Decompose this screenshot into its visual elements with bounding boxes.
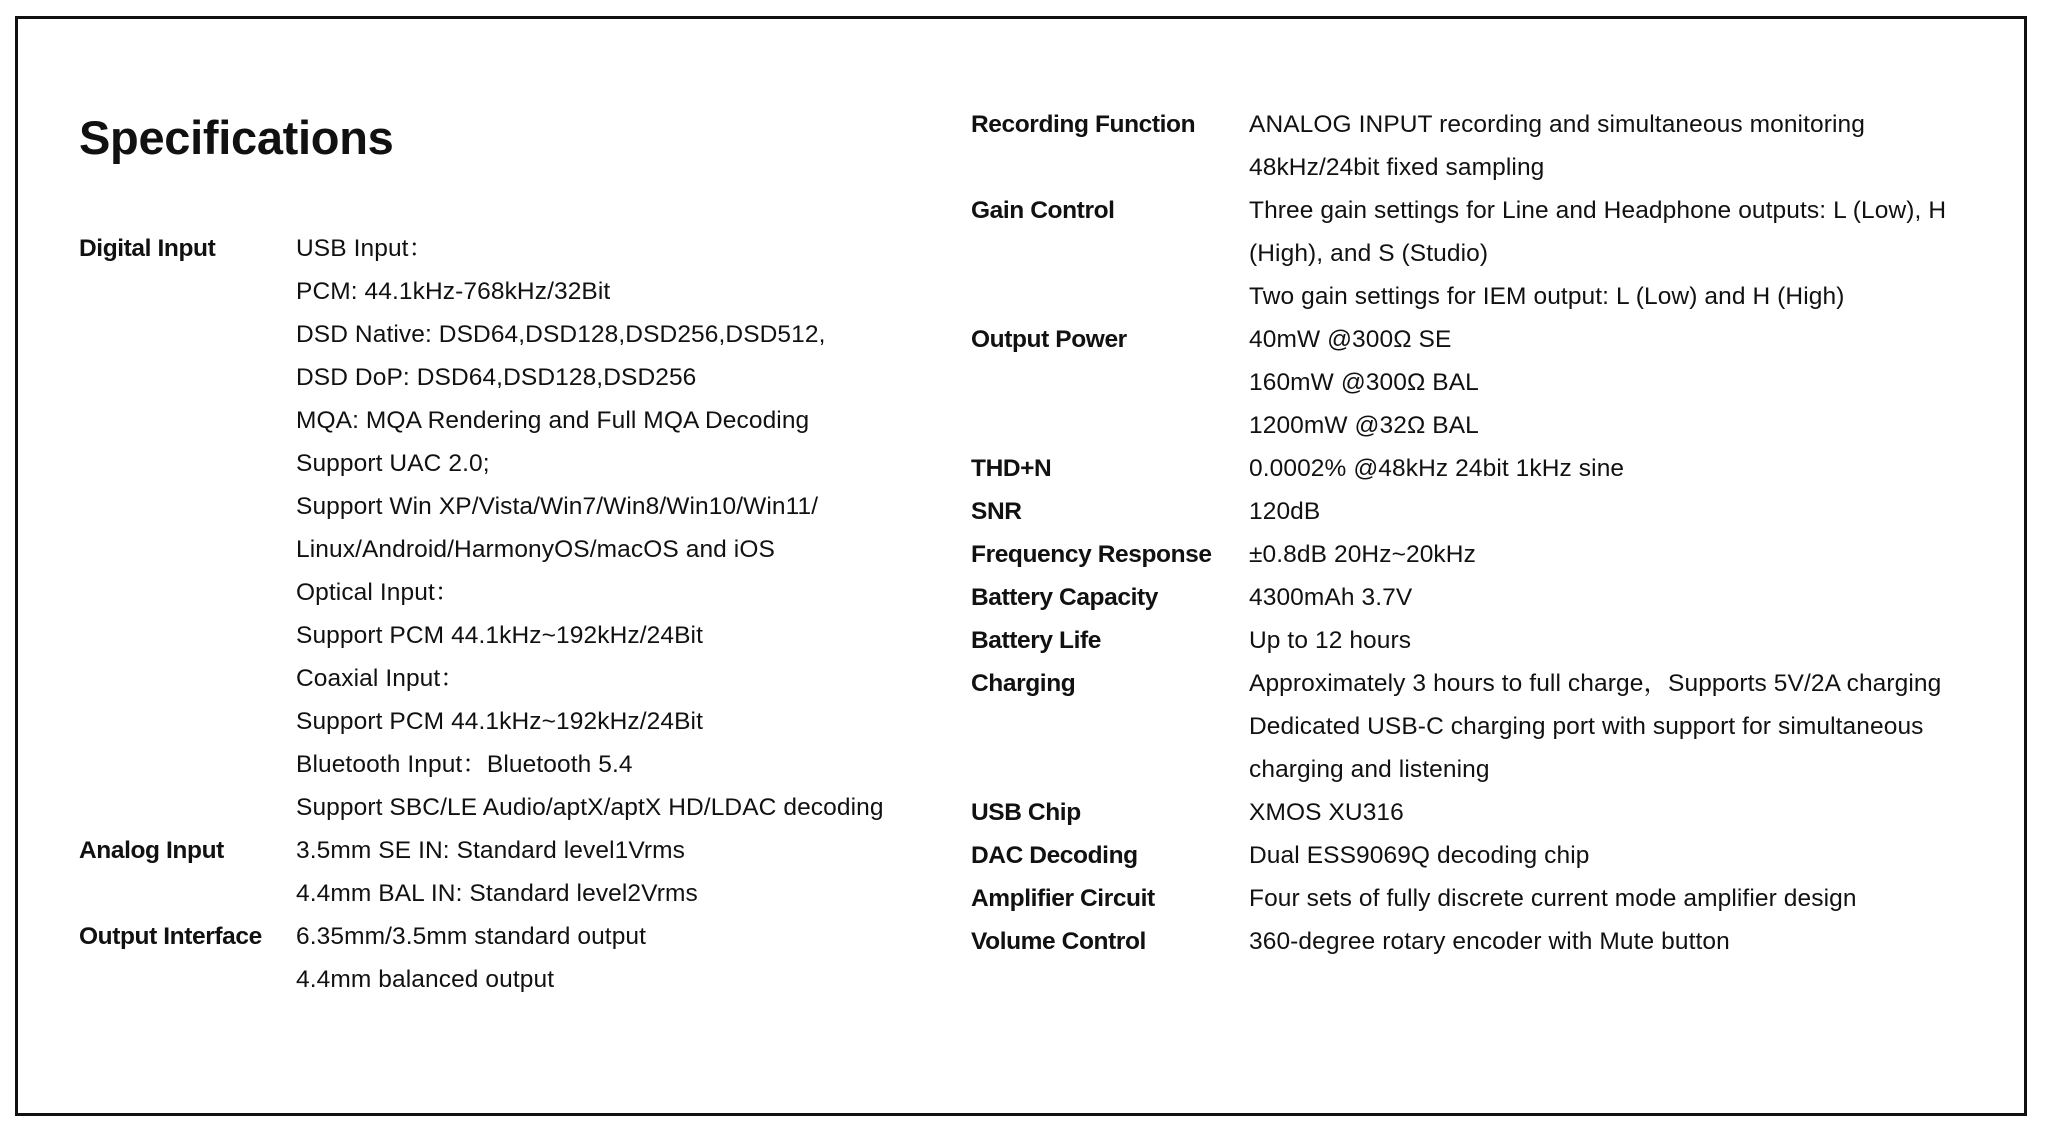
spec-value-line: MQA: MQA Rendering and Full MQA Decoding [296, 407, 810, 434]
spec-value-line: DSD DoP: DSD64,DSD128,DSD256 [296, 364, 697, 391]
left-spec-column [79, 227, 884, 1001]
spec-value-line: 48kHz/24bit fixed sampling [1249, 154, 1545, 181]
spec-label: Gain Control [971, 197, 1115, 224]
spec-values [1249, 189, 1946, 318]
spec-value-line: 40mW @300Ω SE [1249, 326, 1452, 353]
spec-value-line: Support PCM 44.1kHz~192kHz/24Bit [296, 622, 703, 649]
spec-row [971, 877, 1946, 920]
spec-row [971, 103, 1946, 189]
spec-value-line: Support PCM 44.1kHz~192kHz/24Bit [296, 708, 703, 735]
spec-value-line: 4.4mm balanced output [296, 966, 555, 993]
spec-value-line: USB Input： [296, 235, 434, 262]
spec-value-line: Dual ESS9069Q decoding chip [1249, 842, 1590, 869]
spec-value-line: 6.35mm/3.5mm standard output [296, 923, 647, 950]
spec-value-line: DSD Native: DSD64,DSD128,DSD256,DSD512, [296, 321, 826, 348]
spec-values [1249, 447, 1624, 490]
spec-values [1249, 662, 1941, 791]
spec-values [1249, 920, 1730, 963]
spec-values [296, 227, 884, 829]
spec-label: Recording Function [971, 111, 1196, 138]
spec-value-line: 120dB [1249, 498, 1321, 525]
spec-values [1249, 318, 1479, 447]
spec-value-line: Support SBC/LE Audio/aptX/aptX HD/LDAC decoding [296, 794, 884, 821]
spec-row [971, 834, 1946, 877]
spec-values [296, 829, 698, 915]
spec-value-line: (High), and S (Studio) [1249, 240, 1489, 267]
spec-label: THD+N [971, 455, 1052, 482]
spec-label: Charging [971, 670, 1076, 697]
spec-row [971, 189, 1946, 318]
spec-row [79, 915, 884, 1001]
spec-values [1249, 834, 1589, 877]
spec-row [971, 533, 1946, 576]
spec-value-line: Four sets of fully discrete current mode amplifier design [1249, 885, 1857, 912]
spec-row [971, 791, 1946, 834]
spec-value-line: 3.5mm SE IN: Standard level1Vrms [296, 837, 685, 864]
spec-value-line: Linux/Android/HarmonyOS/macOS and iOS [296, 536, 775, 563]
spec-row [971, 920, 1946, 963]
spec-value-line: Coaxial Input： [296, 665, 465, 692]
spec-values [1249, 877, 1857, 920]
spec-value-line: 4.4mm BAL IN: Standard level2Vrms [296, 880, 698, 907]
spec-value-line: 360-degree rotary encoder with Mute button [1249, 928, 1730, 955]
spec-row [79, 227, 884, 829]
spec-value-line: 0.0002% @48kHz 24bit 1kHz sine [1249, 455, 1625, 482]
spec-label: Battery Capacity [971, 584, 1158, 611]
spec-value-line: PCM: 44.1kHz-768kHz/32Bit [296, 278, 611, 305]
spec-values [1249, 619, 1411, 662]
spec-value-line: XMOS XU316 [1249, 799, 1404, 826]
spec-label: Analog Input [79, 837, 224, 864]
spec-row [971, 576, 1946, 619]
spec-row [971, 447, 1946, 490]
spec-value-line: Optical Input： [296, 579, 460, 606]
spec-row [971, 318, 1946, 447]
spec-label: Volume Control [971, 928, 1146, 955]
spec-value-line: Support UAC 2.0; [296, 450, 490, 477]
right-spec-column [971, 103, 1946, 963]
spec-value-line: Bluetooth Input：Bluetooth 5.4 [296, 751, 633, 778]
spec-value-line: 4300mAh 3.7V [1249, 584, 1413, 611]
spec-values [1249, 576, 1412, 619]
spec-value-line: Up to 12 hours [1249, 627, 1412, 654]
spec-values [1249, 103, 1865, 189]
spec-row [79, 829, 884, 915]
spec-values [1249, 490, 1320, 533]
spec-value-line: Two gain settings for IEM output: L (Low) and H (High) [1249, 283, 1845, 310]
spec-label: Frequency Response [971, 541, 1212, 568]
page-title: Specifications [79, 111, 394, 164]
spec-value-line: Three gain settings for Line and Headphone outputs: L (Low), H [1249, 197, 1947, 224]
spec-label: SNR [971, 498, 1022, 525]
spec-label: USB Chip [971, 799, 1081, 826]
spec-values [1249, 791, 1404, 834]
spec-value-line: charging and listening [1249, 756, 1490, 783]
spec-label: Output Interface [79, 923, 262, 950]
spec-value-line: 160mW @300Ω BAL [1249, 369, 1479, 396]
spec-label: Amplifier Circuit [971, 885, 1155, 912]
spec-row [971, 662, 1946, 791]
spec-value-line: Approximately 3 hours to full charge，Supports 5V/2A charging [1249, 670, 1942, 697]
spec-label: Output Power [971, 326, 1127, 353]
spec-values [296, 915, 646, 1001]
spec-value-line: 1200mW @32Ω BAL [1249, 412, 1479, 439]
spec-label: Battery Life [971, 627, 1101, 654]
spec-values [1249, 533, 1476, 576]
spec-value-line: ANALOG INPUT recording and simultaneous monitoring [1249, 111, 1865, 138]
spec-value-line: ±0.8dB 20Hz~20kHz [1249, 541, 1476, 568]
spec-label: Digital Input [79, 235, 216, 262]
spec-row [971, 490, 1946, 533]
spec-row [971, 619, 1946, 662]
spec-value-line: Support Win XP/Vista/Win7/Win8/Win10/Win11/ [296, 493, 819, 520]
spec-label: DAC Decoding [971, 842, 1138, 869]
spec-value-line: Dedicated USB-C charging port with support for simultaneous [1249, 713, 1924, 740]
